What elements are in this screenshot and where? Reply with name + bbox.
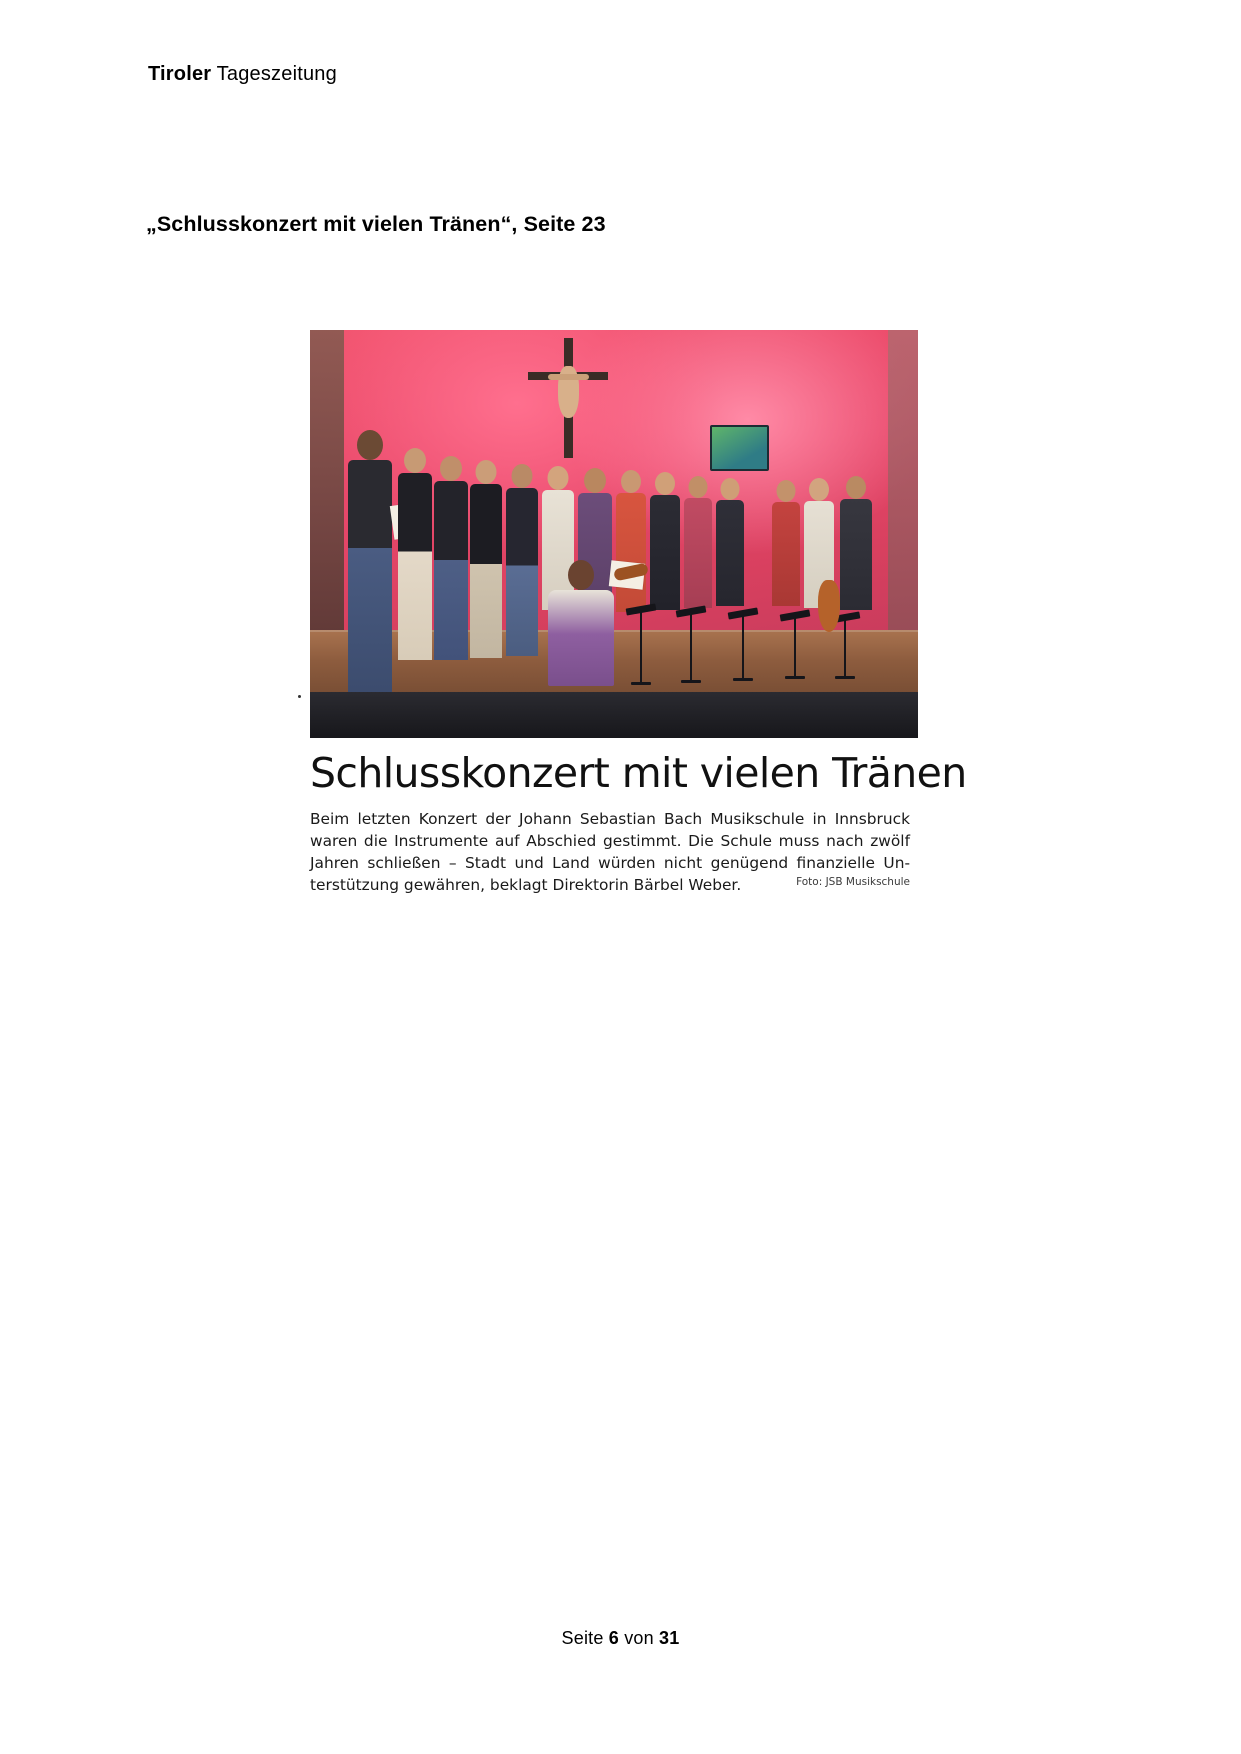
clipping-body xyxy=(310,809,910,897)
page-title: „Schlusskonzert mit vielen Tränen“, Seite 23 xyxy=(146,212,606,236)
footer-middle: von xyxy=(619,1628,660,1648)
music-stand xyxy=(690,614,692,680)
photo-performer xyxy=(616,470,646,612)
photo-stage-front xyxy=(310,692,918,738)
photo-display-screen xyxy=(710,425,769,471)
page-footer xyxy=(0,1628,1241,1649)
photo-performer xyxy=(348,430,392,692)
photo-performer xyxy=(650,472,680,610)
newspaper-clipping xyxy=(310,330,967,897)
photo-performer xyxy=(684,476,712,608)
music-stand xyxy=(844,620,846,676)
photo-seated-soloist xyxy=(548,560,614,686)
potted-plant xyxy=(870,584,905,629)
music-stand xyxy=(640,612,642,682)
photo-performer xyxy=(772,480,800,606)
stray-dot-mark xyxy=(298,695,301,698)
photo-performer xyxy=(506,464,538,656)
masthead-brand-rest: Tageszeitung xyxy=(211,63,337,85)
crucifix-icon xyxy=(520,338,616,458)
cello-shape xyxy=(818,580,840,632)
music-stand xyxy=(794,618,796,676)
photo-performer xyxy=(470,460,502,658)
photo-performer xyxy=(398,448,432,660)
potted-plant xyxy=(738,630,782,686)
masthead xyxy=(148,63,337,86)
clipping-headline: Schlusskonzert mit vielen Tränen xyxy=(310,749,967,797)
photo-performer xyxy=(434,456,468,660)
photo-left-pillar xyxy=(310,330,344,660)
photo-performer xyxy=(840,476,872,610)
footer-prefix: Seite xyxy=(561,1628,609,1648)
clipping-body-text: Beim letzten Konzert der Johann Sebastian Bach Musikschule in Innsbruck waren die Instrumente auf Abschied gestimmt. Die Schule muss nach zwölf Jahren schließen – Stadt und Land würden nicht genügend finanzielle Un-terstützung gewähren, beklagt Direktorin Bärbel Weber. xyxy=(310,810,910,894)
masthead-brand-bold: Tiroler xyxy=(148,63,212,85)
photo-credit: Foto: JSB Musikschule xyxy=(796,875,910,888)
photo-performer xyxy=(716,478,744,606)
footer-page-number: 6 xyxy=(608,1628,619,1648)
clipping-photo xyxy=(310,330,918,738)
footer-total-pages: 31 xyxy=(659,1628,680,1648)
